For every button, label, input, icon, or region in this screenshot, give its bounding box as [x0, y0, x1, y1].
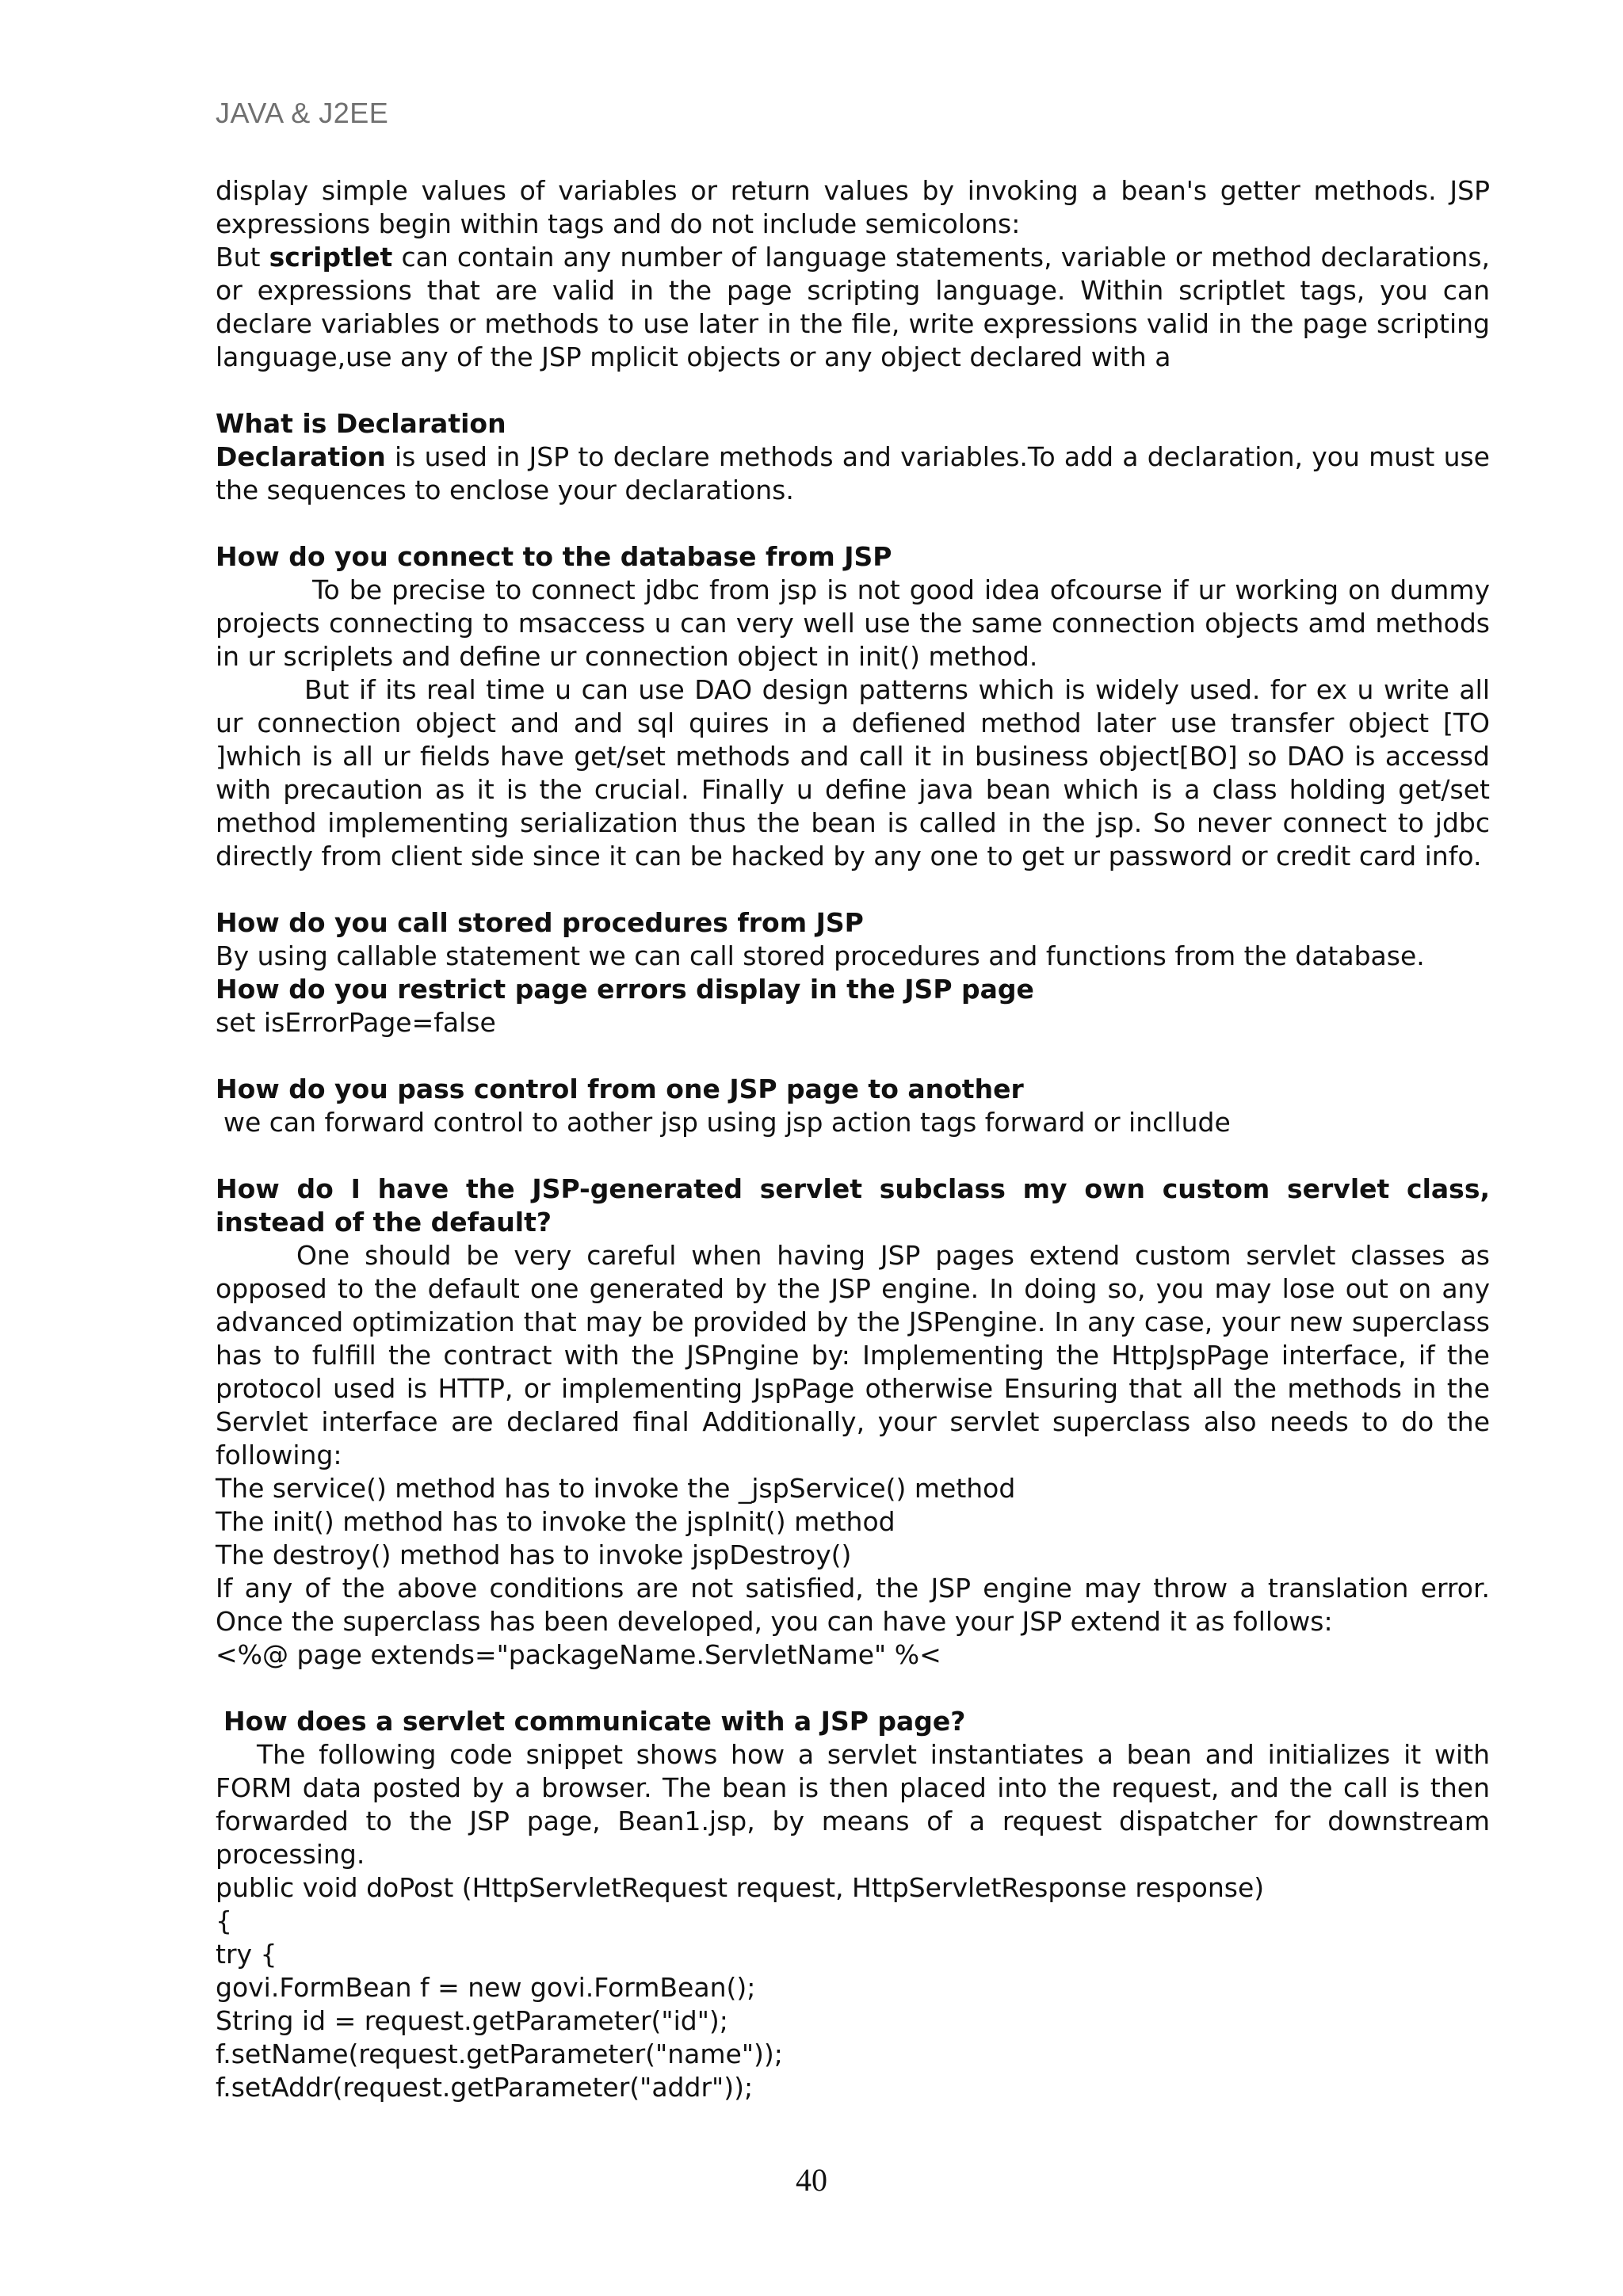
servlet-jsp-heading: How does a servlet communicate with a JSP page?: [223, 1706, 966, 1737]
custom-servlet-line-2: The init() method has to invoke the jspInit() method: [216, 1506, 896, 1537]
custom-servlet-line-1: The service() method has to invoke the _jspService() method: [216, 1473, 1016, 1504]
pass-control-heading: How do you pass control from one JSP page to another: [216, 1074, 1024, 1104]
connect-db-paragraph-1: To be precise to connect jdbc from jsp is not good idea ofcourse if ur working on dummy projects connecting to msaccess u can very well use the same connection objects amd methods in ur scriplets and define ur connection object in init() method.: [216, 574, 1490, 672]
stored-proc-heading: How do you call stored procedures from JSP: [216, 907, 864, 938]
code-line: public void doPost (HttpServletRequest request, HttpServletResponse response): [216, 1872, 1265, 1903]
page-body: [216, 174, 1490, 2104]
declaration-term: Declaration: [216, 441, 386, 472]
custom-servlet-line-3: The destroy() method has to invoke jspDestroy(): [216, 1539, 852, 1570]
scriptlet-term: scriptlet: [269, 242, 393, 273]
connect-db-paragraph-2: But if its real time u can use DAO design patterns which is widely used. for ex u write all ur connection object and and sql quires in a defiened method later use transfer object [TO ]which is all ur fields have get/set methods and call it in business object[BO] so DAO is accessd with precaution as it is the crucial. Finally u define java bean which is a class holding get/set method implementing serialization thus the bean is called in the jsp. So never connect to jdbc directly from client side since it can be hacked by any one to get ur password or credit card info.: [216, 674, 1490, 871]
pass-control-text: we can forward control to aother jsp using jsp action tags forward or incllude: [223, 1107, 1231, 1138]
page-number: 40: [796, 2162, 827, 2198]
page-errors-heading: How do you restrict page errors display in the JSP page: [216, 974, 1034, 1005]
code-line: govi.FormBean f = new govi.FormBean();: [216, 1972, 756, 2003]
custom-servlet-paragraph-2: If any of the above conditions are not satisfied, the JSP engine may throw a translation error. Once the superclass has been developed, you can have your JSP extend it as follows:: [216, 1573, 1490, 1637]
code-line: String id = request.getParameter("id");: [216, 2005, 728, 2036]
declaration-paragraph: [216, 441, 1490, 507]
intro-rest: can contain any number of language statements, variable or method declarations, or expressions that are valid in the page scripting language. Within scriptlet tags, you can declare variables or methods to use later in the file, write expressions valid in the page scripting language,use any of the JSP mplicit objects or any object declared with a: [216, 242, 1491, 372]
code-line: {: [216, 1905, 232, 1936]
connect-db-heading: How do you connect to the database from JSP: [216, 541, 892, 572]
servlet-jsp-paragraph: The following code snippet shows how a servlet instantiates a bean and initializes it with FORM data posted by a browser. The bean is then placed into the request, and the call is then forwarded to the JSP page, Bean1.jsp, by means of a request dispatcher for downstream processing.: [216, 1739, 1490, 1870]
code-line: f.setAddr(request.getParameter("addr"));: [216, 2072, 754, 2103]
custom-servlet-line-4: <%@ page extends="packageName.ServletName" %<: [216, 1639, 941, 1670]
intro-prefix: But: [216, 242, 269, 273]
page-errors-text: set isErrorPage=false: [216, 1007, 496, 1038]
running-header: JAVA & J2EE: [216, 97, 389, 129]
code-line: try {: [216, 1939, 277, 1970]
intro-paragraph-2: [216, 241, 1490, 374]
intro-paragraph-1: display simple values of variables or return values by invoking a bean's getter methods. JSP expressions begin within tags and do not include semicolons:: [216, 175, 1490, 239]
stored-proc-text: By using callable statement we can call stored procedures and functions from the database.: [216, 940, 1425, 971]
code-line: f.setName(request.getParameter("name"));: [216, 2039, 783, 2069]
custom-servlet-heading: How do I have the JSP-generated servlet subclass my own custom servlet class, instead of the default?: [216, 1173, 1490, 1238]
custom-servlet-paragraph-1: One should be very careful when having JSP pages extend custom servlet classes as opposed to the default one generated by the JSP engine. In doing so, you may lose out on any advanced optimization that may be provided by the JSPengine. In any case, your new superclass has to fulfill the contract with the JSPngine by: Implementing the HttpJspPage interface, if the protocol used is HTTP, or implementing JspPage otherwise Ensuring that all the methods in the Servlet interface are declared final Additionally, your servlet superclass also needs to do the following:: [216, 1240, 1490, 1470]
declaration-rest: is used in JSP to declare methods and variables.To add a declaration, you must use the sequences to enclose your declarations.: [216, 441, 1490, 505]
declaration-heading: What is Declaration: [216, 408, 506, 439]
